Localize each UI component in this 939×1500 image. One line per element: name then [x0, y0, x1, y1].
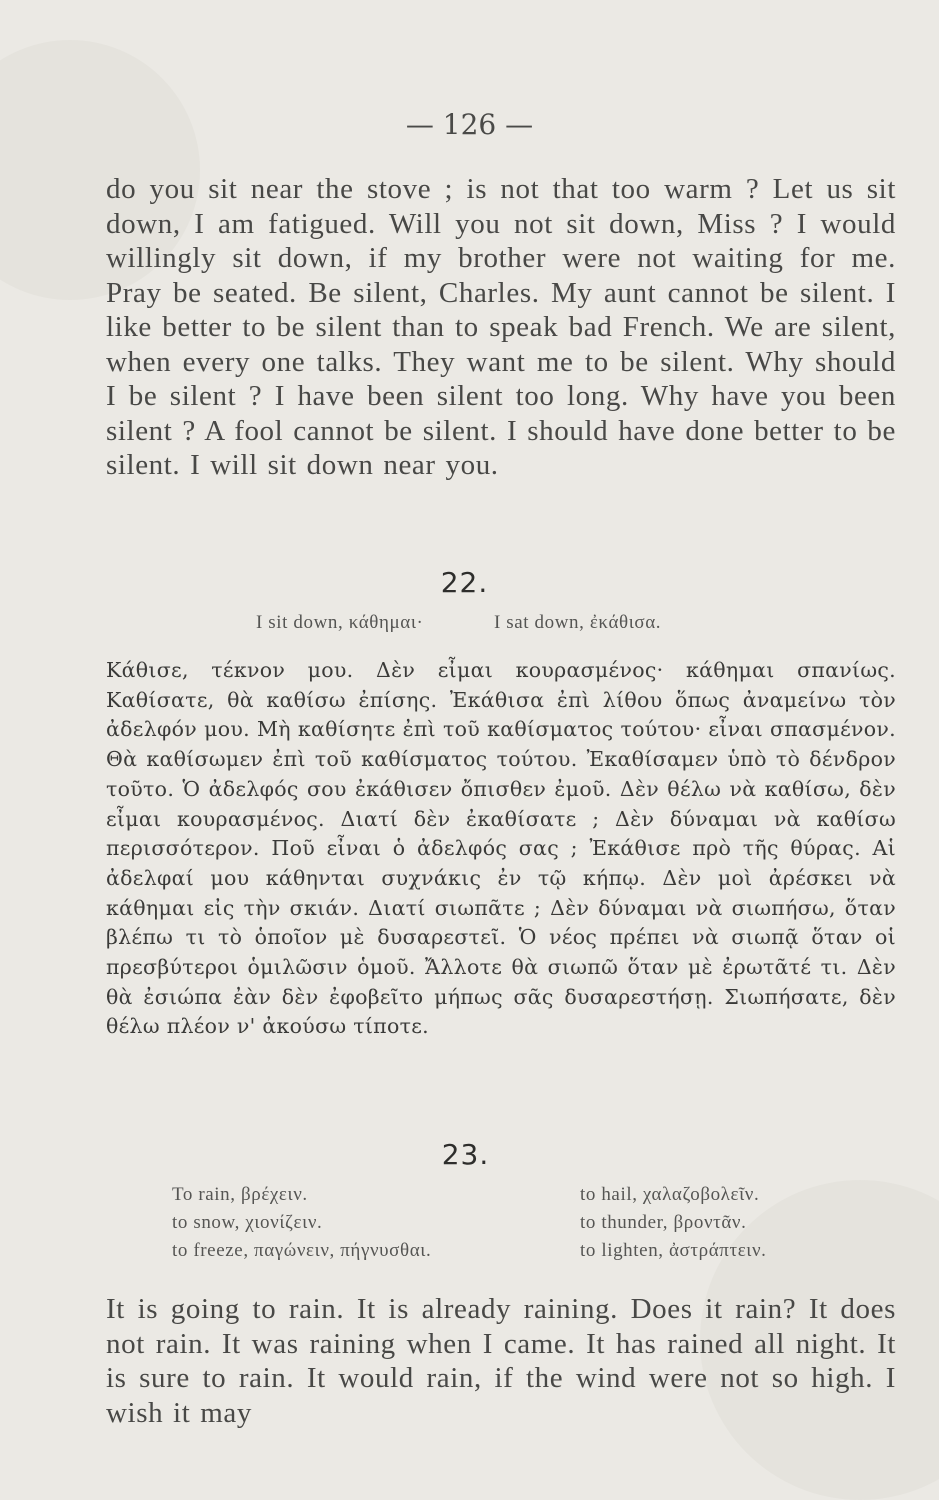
- page-number: — 126 —: [405, 108, 534, 141]
- section-23-heading: 23.: [441, 1138, 490, 1171]
- section-23-vocab-snow: to snow, χιονίζειν.: [172, 1212, 323, 1233]
- lesson-2-english-text: It is going to rain. It is already raining. Does it rain? It does not rain. It was raining when I came. It has rained all night. It is sure to rain. It would rain, if the wind were not so high. I wish it may: [106, 1293, 896, 1429]
- section-23-vocab-hail: to hail, χαλαζοβολεῖν.: [580, 1184, 760, 1205]
- lesson-1-english-text: do you sit near the stove ; is not that too warm ? Let us sit down, I am fatigued. Will you not sit down, Miss ? I would willingly sit down, if my brother were not waiting for me. Pray be seated. Be silent, Charles. My aunt cannot be silent. I like better to be silent than to speak bad French. We are silent, when every one talks. They want me to be silent. Why should I be silent ? I have been silent too long. Why have you been silent ? A fool cannot be silent. I should have done better to be silent. I will sit down near you.: [106, 173, 896, 481]
- section-23-vocab-thunder: to thunder, βροντᾶν.: [580, 1212, 747, 1233]
- section-22-vocab-sat-down: I sat down, ἐκάθισα.: [494, 612, 662, 633]
- section-22-heading: 22.: [440, 566, 489, 599]
- section-23-vocab-rain: To rain, βρέχειν.: [172, 1184, 308, 1205]
- section-23-vocab-freeze: to freeze, παγώνειν, πήγνυσθαι.: [172, 1240, 432, 1261]
- section-22-greek-exercise: Κάθισε, τέκνον μου. Δὲν εἶμαι κουρασμένος· κάθημαι σπανίως. Καθίσατε, θὰ καθίσω ἐπίσης. Ἐκάθισα ἐπὶ λίθου ὅπως ἀναμείνω τὸν ἀδελφόν μου. Μὴ καθίσητε ἐπὶ τοῦ καθίσματος τούτου· εἶναι σπασμένον. Θὰ καθίσωμεν ἐπὶ τοῦ καθίσματος τούτου. Ἐκαθίσαμεν ὑπὸ τὸ δένδρον τοῦτο. Ὁ ἀδελφός σου ἐκάθισεν ὄπισθεν ἐμοῦ. Δὲν θέλω νὰ καθίσω, δὲν εἶμαι κουρασμένος. Διατί δὲν ἐκαθίσατε ; Δὲν δύναμαι νὰ καθίσω περισσότερον. Ποῦ εἶναι ὁ ἀδελφός σας ; Ἐκάθισε πρὸ τῆς θύρας. Αἱ ἀδελφαί μου κάθηνται συχνάκις ἐν τῷ κήπῳ. Δὲν μοὶ ἀρέσκει νὰ κάθημαι εἰς τὴν σκιάν. Διατί σιωπᾶτε ; Δὲν δύναμαι νὰ σιωπήσω, ὅταν βλέπω τι τὸ ὁποῖον μὲ δυσαρεστεῖ. Ὁ νέος πρέπει νὰ σιωπᾷ ὅταν οἱ πρεσβύτεροι ὁμιλῶσιν ὁμοῦ. Ἄλλοτε θὰ σιωπῶ ὅταν μὲ ἐρωτᾶτέ τι. Δὲν θὰ ἐσιώπα ἐὰν δὲν ἐφοβεῖτο μήπως σᾶς δυσαρεστήσῃ. Σιωπήσατε, δὲν θέλω πλέον ν' ἀκούσω τίποτε.: [106, 658, 896, 1039]
- section-23-vocab-lighten: to lighten, ἀστράπτειν.: [580, 1240, 767, 1261]
- section-22-vocab-sit-down: I sit down, κάθημαι·: [256, 612, 424, 633]
